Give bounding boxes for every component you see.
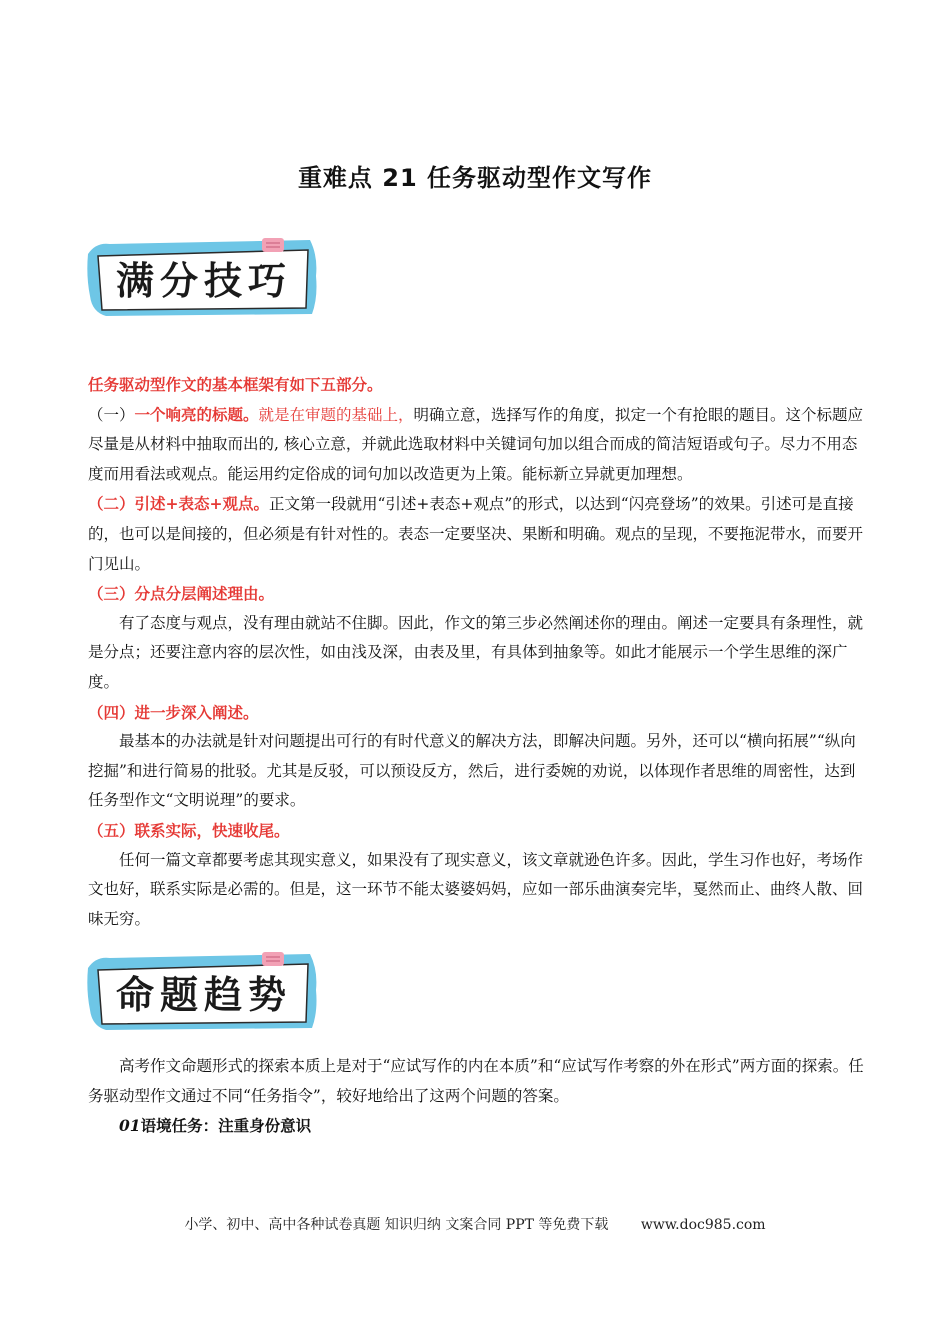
banner-title: 命题趋势	[116, 973, 293, 1017]
page-title: 重难点 21 任务驱动型作文写作	[297, 164, 653, 192]
point-1-label: （一）	[88, 405, 135, 424]
page-footer	[0, 1214, 950, 1234]
point-3-body: 有了态度与观点，没有理由就站不住脚。因此，作文的第三步必然阐述你的理由。阐述一定要具有条理性，就是分点；还要注意内容的层次性，如由浅及深，由表及里，有具体到抽象等。如此才能展示一个学生思维的深广度。	[88, 613, 864, 691]
point-1	[88, 400, 868, 490]
point-1-body: 明确立意，选择写作的角度，拟定一个有抢眼的题目。这个标题应尽量是从材料中抽取而出的, 核心立意，并就此选取材料中关键词句加以组合而成的简洁短语或句子。尽力不用态度而用看法或观点。能运用约定俗成的词句加以改造更为上策。能标新立异就更加理想。	[88, 405, 864, 483]
trend-section	[88, 1052, 868, 1141]
point-4-head: （四）进一步深入阐述。	[88, 702, 259, 722]
banner-title: 满分技巧	[116, 259, 293, 303]
point-4-body: 最基本的办法就是针对问题提出可行的有时代意义的解决方法，即解决问题。另外，还可以“横向拓展”“纵向挖掘”和进行简易的批驳。尤其是反驳，可以预设反方，然后，进行委婉的劝说，以体现作者思维的周密性，达到任务型作文“文明说理”的要求。	[88, 732, 856, 810]
point-5-body: 任何一篇文章都要考虑其现实意义，如果没有了现实意义，该文章就逊色许多。因此，学生习作也好，考场作文也好，联系实际是必需的。但是，这一环节不能太婆婆妈妈，应如一部乐曲演奏完毕，戛然而止、曲终人散、回味无穷。	[88, 850, 864, 928]
footer-text: 小学、初中、高中各种试卷真题 知识归纳 文案合同 PPT 等免费下载	[184, 1217, 609, 1233]
point-1-head: 一个响亮的标题。	[134, 404, 259, 424]
section-banner-trend	[86, 950, 322, 1032]
section-banner-skills	[86, 236, 322, 318]
footer-url[interactable]: www.doc985.com	[640, 1217, 766, 1233]
point-5-head: （五）联系实际，快速收尾。	[88, 820, 290, 840]
trend-subheading	[88, 1111, 868, 1141]
point-1-red-rest: 就是在审题的基础上，	[258, 405, 414, 424]
trend-num: 01	[119, 1116, 141, 1136]
point-3-head: （三）分点分层阐述理由。	[88, 584, 275, 604]
skills-section	[88, 370, 868, 934]
intro-line: 任务驱动型作文的基本框架有如下五部分。	[88, 375, 383, 394]
trend-sub: 语境任务：注重身份意识	[140, 1116, 312, 1136]
point-2	[88, 489, 868, 579]
point-2-body: 正文第一段就用“引述+表态+观点”的形式，以达到“闪亮登场”的效果。引述可是直接的，也可以是间接的，但必须是有针对性的。表态一定要坚决、果断和明确。观点的呈现，不要拖泥带水，而要开门见山。	[88, 495, 864, 573]
trend-body: 高考作文命题形式的探索本质上是对于“应试写作的内在本质”和“应试写作考察的外在形式”两方面的探索。任务驱动型作文通过不同“任务指令”，较好地给出了这两个问题的答案。	[88, 1057, 864, 1105]
point-2-head: （二）引述+表态+观点。	[88, 494, 269, 514]
